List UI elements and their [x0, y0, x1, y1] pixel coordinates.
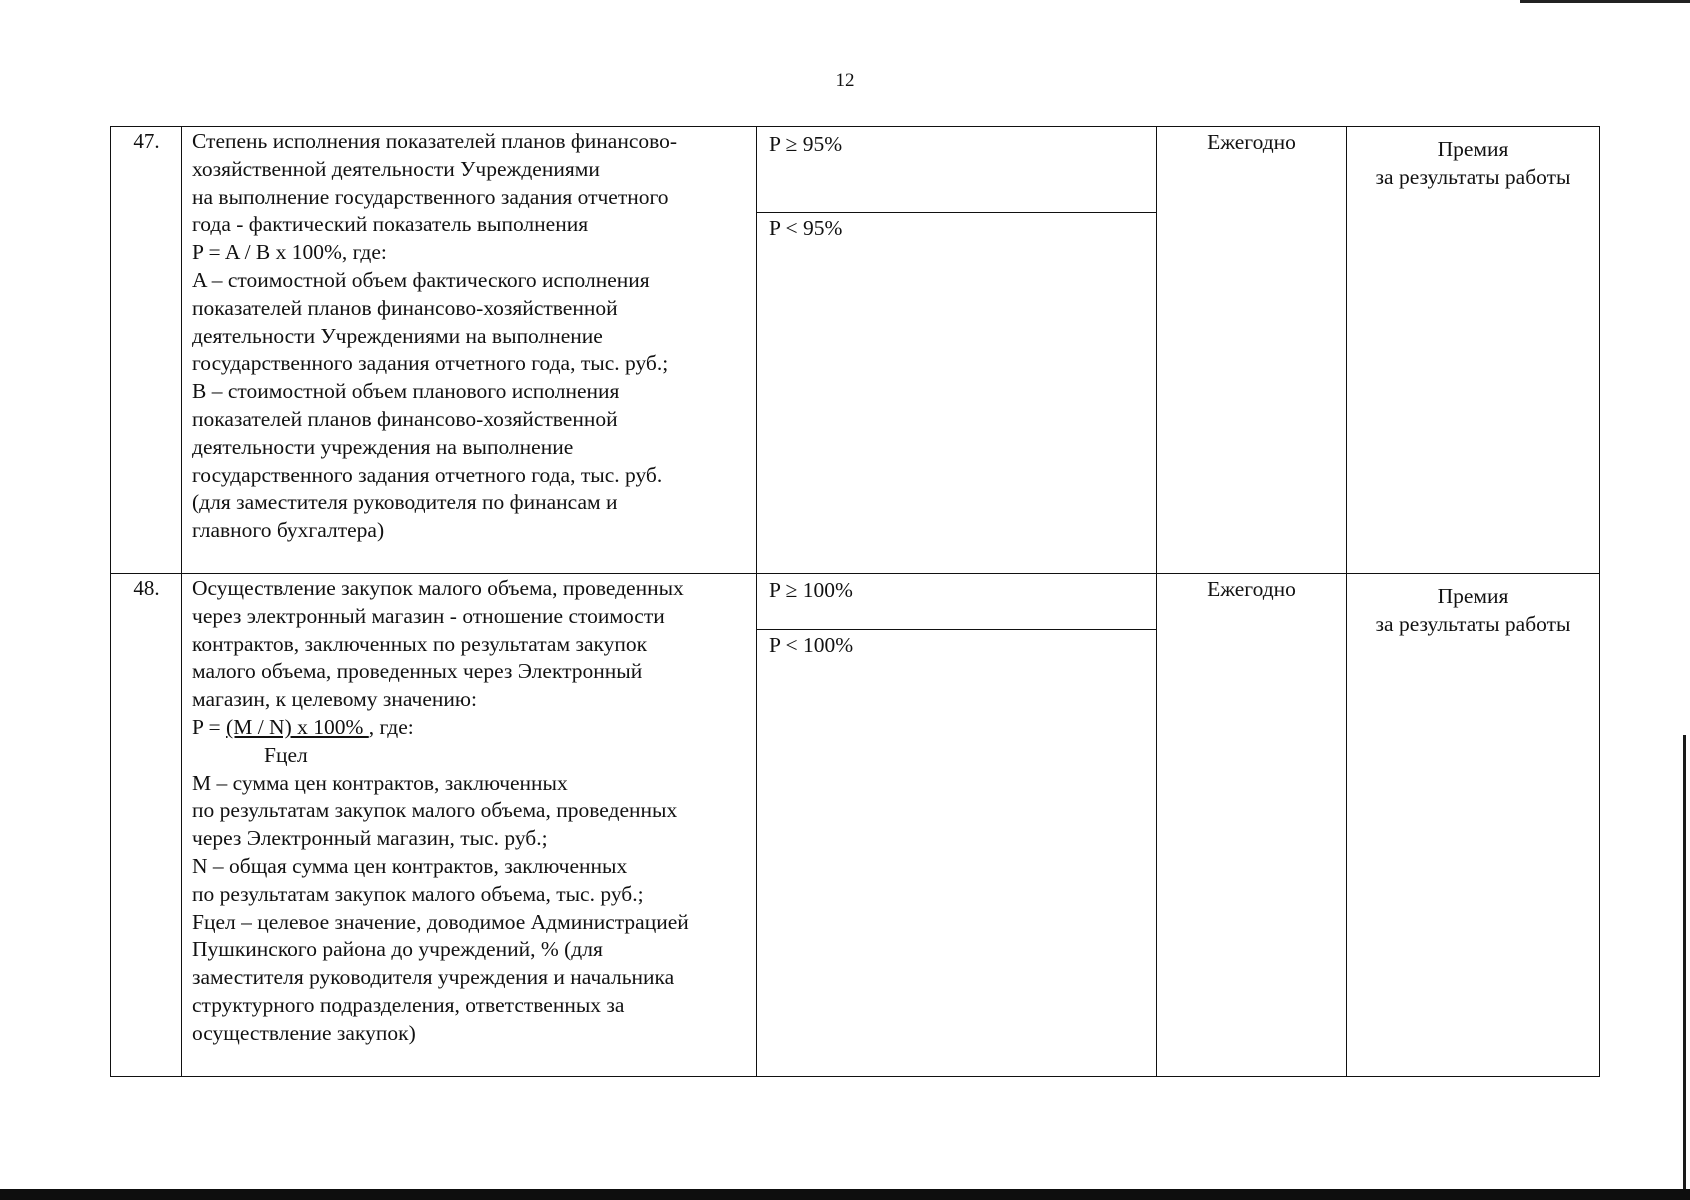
formula-prefix: P =: [192, 714, 227, 739]
description-line: P = A / B x 100%, где:: [192, 240, 387, 265]
description-line: B – стоимостной объем планового исполнения: [192, 379, 620, 404]
description-line: структурного подразделения, ответственных за: [192, 992, 625, 1017]
frequency-value: Ежегодно: [1207, 577, 1296, 601]
cell-number: [110, 127, 181, 573]
bonus-type: [1347, 582, 1599, 638]
bonus-line: Премия: [1437, 137, 1509, 161]
description-line: Степень исполнения показателей планов финансово-: [192, 129, 678, 153]
description-line: контрактов, заключенных по результатам закупок: [192, 631, 648, 656]
formula-denominator: Fцел: [264, 742, 308, 767]
description-line: на выполнение государственного задания отчетного: [192, 184, 669, 209]
description-line: через Электронный магазин, тыс. руб.;: [192, 826, 548, 851]
description-line: главного бухгалтера): [192, 518, 385, 543]
condition-value: P ≥ 95%: [769, 132, 843, 156]
page-number: 12: [835, 70, 855, 91]
description-line: Осуществление закупок малого объема, проведенных: [192, 576, 684, 600]
cell-number: [110, 574, 181, 1076]
indicator-description: [192, 128, 750, 545]
bonus-type: [1347, 135, 1599, 191]
description-line: магазин, к целевому значению:: [192, 687, 477, 712]
table-row-48: [110, 573, 1600, 1077]
cell-frequency: [1156, 127, 1346, 573]
cell-conditions: [756, 574, 1156, 1076]
cell-conditions: [756, 127, 1156, 573]
bonus-line: за результаты работы: [1375, 165, 1571, 189]
description-line: деятельности учреждения на выполнение: [192, 434, 574, 459]
description-line: (для заместителя руководителя по финансам и: [192, 490, 618, 515]
bonus-line: за результаты работы: [1375, 612, 1571, 636]
bonus-line: Премия: [1437, 584, 1509, 608]
scan-edge-right: [1683, 735, 1686, 1190]
cell-bonus: [1346, 127, 1600, 573]
table-row-47: [110, 126, 1600, 574]
condition-value: P < 100%: [769, 633, 854, 657]
description-line: N – общая сумма цен контрактов, заключенных: [192, 853, 628, 878]
description-line: государственного задания отчетного года, тыс. руб.;: [192, 351, 669, 376]
description-line: хозяйственной деятельности Учреждениями: [192, 156, 600, 181]
condition-divider: [757, 629, 1156, 630]
description-line: года - фактический показатель выполнения: [192, 212, 589, 237]
row-number: 48.: [133, 576, 160, 600]
scan-edge-top: [1520, 0, 1690, 3]
condition-divider: [757, 212, 1156, 213]
cell-frequency: [1156, 574, 1346, 1076]
description-line: показателей планов финансово-хозяйственной: [192, 406, 618, 431]
cell-bonus: [1346, 574, 1600, 1076]
description-line: малого объема, проведенных через Электронный: [192, 659, 643, 684]
description-line: показателей планов финансово-хозяйственной: [192, 295, 618, 320]
description-line: A – стоимостной объем фактического исполнения: [192, 267, 650, 292]
description-line: по результатам закупок малого объема, тыс. руб.;: [192, 881, 644, 906]
description-line: деятельности Учреждениями на выполнение: [192, 323, 603, 348]
cell-description: [181, 127, 756, 573]
description-line: осуществление закупок): [192, 1020, 416, 1045]
description-line: государственного задания отчетного года, тыс. руб.: [192, 462, 663, 487]
condition-value: P ≥ 100%: [769, 578, 853, 602]
indicator-description: [192, 575, 750, 1048]
formula-line: [192, 714, 750, 742]
description-line: через электронный магазин - отношение стоимости: [192, 603, 665, 628]
description-line: Fцел – целевое значение, доводимое Администрацией: [192, 909, 689, 934]
description-line: M – сумма цен контрактов, заключенных: [192, 770, 568, 795]
row-number: 47.: [133, 129, 160, 153]
frequency-value: Ежегодно: [1207, 130, 1296, 154]
description-line: заместителя руководителя учреждения и начальника: [192, 965, 675, 990]
condition-value: P < 95%: [769, 216, 843, 240]
cell-description: [181, 574, 756, 1076]
description-line: по результатам закупок малого объема, проведенных: [192, 798, 678, 823]
scan-edge-bottom: [0, 1189, 1690, 1200]
formula-numerator: (M / N) x 100%: [226, 714, 369, 739]
description-line: Пушкинского района до учреждений, % (для: [192, 937, 603, 962]
formula-suffix: , где:: [368, 714, 414, 739]
